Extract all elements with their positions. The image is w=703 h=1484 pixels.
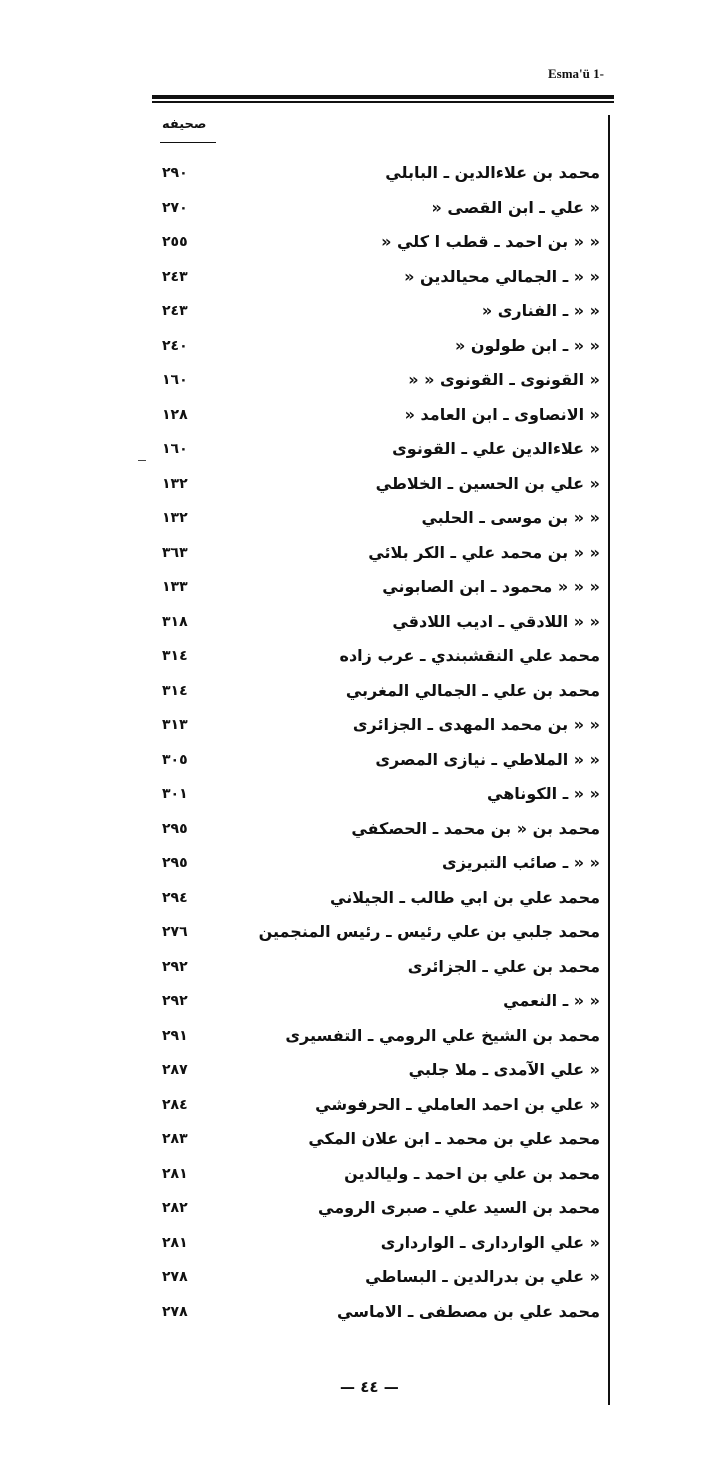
right-margin-rule bbox=[608, 115, 610, 1405]
entry-page: ١٦٠ bbox=[162, 441, 188, 457]
index-row bbox=[150, 1193, 600, 1228]
index-row bbox=[150, 607, 600, 642]
entry-name: محمد بن « بن محمد ـ الحصكفي bbox=[351, 818, 600, 838]
entry-name: « علي الآمدى ـ ملا جلبي bbox=[408, 1060, 600, 1079]
entry-name: « « بن محمد المهدى ـ الجزائرى bbox=[352, 715, 600, 734]
entry-name: « علي بن بدرالدين ـ البساطي bbox=[365, 1267, 600, 1286]
entry-name: « « الملاطي ـ نيازى المصرى bbox=[375, 749, 600, 769]
index-row bbox=[150, 572, 600, 607]
entry-page: ٢٧٠ bbox=[162, 199, 188, 216]
entry-name: « علي بن الحسين ـ الخلاطي bbox=[375, 473, 600, 493]
entry-page: ٣٠١ bbox=[162, 786, 188, 802]
index-row bbox=[150, 986, 600, 1021]
entry-page: ٢٨٧ bbox=[162, 1062, 188, 1078]
entry-page: ٣٦٣ bbox=[162, 544, 188, 561]
index-row bbox=[150, 1090, 600, 1125]
entry-name: « « ـ النعمي bbox=[503, 991, 600, 1010]
index-row bbox=[150, 331, 600, 366]
entry-name: « « ـ صائب التبريزى bbox=[442, 853, 600, 872]
entry-page: ٢٩٢ bbox=[162, 958, 188, 975]
entry-page: ٢٨٢ bbox=[162, 1200, 188, 1216]
index-row bbox=[150, 814, 600, 849]
index-row bbox=[150, 469, 600, 504]
entry-name: « « ـ الكوناهي bbox=[487, 784, 600, 803]
index-row bbox=[150, 1124, 600, 1159]
entry-name: « « اللادقي ـ اديب اللادقي bbox=[392, 611, 600, 631]
index-row bbox=[150, 400, 600, 435]
entry-name: « الانصاوى ـ ابن العامد « bbox=[404, 404, 600, 424]
entry-name: « « ـ الفنارى « bbox=[481, 301, 600, 320]
entry-page: ٢٨١ bbox=[162, 1165, 188, 1182]
index-row bbox=[150, 779, 600, 814]
index-row bbox=[150, 848, 600, 883]
entry-name: محمد علي بن محمد ـ ابن علان المكي bbox=[308, 1129, 600, 1148]
index-row bbox=[150, 952, 600, 987]
index-row bbox=[150, 365, 600, 400]
index-row bbox=[150, 227, 600, 262]
entry-page: ٢٩٤ bbox=[162, 889, 188, 906]
entry-name: « علي بن احمد العاملي ـ الحرفوشي bbox=[315, 1094, 600, 1114]
entry-page: ٢٥٥ bbox=[162, 234, 188, 250]
index-row bbox=[150, 503, 600, 538]
entry-page: ٢٨١ bbox=[162, 1234, 188, 1251]
entry-page: ٢٧٦ bbox=[162, 924, 188, 940]
entry-page: ١٢٨ bbox=[162, 406, 188, 423]
entry-page: ٢٩٥ bbox=[162, 855, 188, 871]
index-row bbox=[150, 434, 600, 469]
index-row bbox=[150, 883, 600, 918]
index-row bbox=[150, 158, 600, 193]
entry-page: ٢٤٣ bbox=[162, 303, 188, 319]
entry-page: ٢٤٠ bbox=[162, 337, 188, 354]
entry-name: « علاءالدين علي ـ القونوى bbox=[392, 439, 600, 458]
entry-page: ٢٨٣ bbox=[162, 1131, 188, 1147]
entry-page: ١٣٢ bbox=[162, 510, 188, 526]
entry-name: « « « محمود ـ ابن الصابوني bbox=[382, 577, 600, 596]
footer-page-number: — ٤٤ — bbox=[340, 1378, 399, 1396]
entry-name: محمد بن الشيخ علي الرومي ـ التفسيرى bbox=[285, 1025, 600, 1045]
entry-page: ٢٧٨ bbox=[162, 1303, 188, 1320]
entry-page: ٢٩١ bbox=[162, 1027, 188, 1044]
index-row bbox=[150, 193, 600, 228]
entry-name: محمد علي النقشبندي ـ عرب زاده bbox=[339, 646, 600, 665]
entry-name: « « بن محمد علي ـ الكر بلائي bbox=[368, 542, 600, 562]
index-row bbox=[150, 262, 600, 297]
entry-page: ٢٤٣ bbox=[162, 268, 188, 285]
entry-page: ٣٠٥ bbox=[162, 751, 188, 768]
index-row bbox=[150, 1228, 600, 1263]
entry-name: محمد بن علاءالدين ـ البابلي bbox=[385, 163, 600, 182]
index-row bbox=[150, 296, 600, 331]
entry-page: ٣١٨ bbox=[162, 613, 188, 630]
index-row bbox=[150, 1159, 600, 1194]
entry-name: محمد بن السيد علي ـ صبرى الرومي bbox=[318, 1198, 600, 1217]
entry-name: محمد جلبي بن علي رئيس ـ رئيس المنجمين bbox=[258, 922, 600, 941]
index-row bbox=[150, 676, 600, 711]
entry-page: ٢٨٤ bbox=[162, 1096, 188, 1113]
index-row bbox=[150, 745, 600, 780]
entry-name: « « بن احمد ـ قطب ا كلي « bbox=[381, 232, 600, 251]
entry-page: ٣١٣ bbox=[162, 717, 188, 733]
entry-name: محمد بن علي ـ الجمالي المغربي bbox=[345, 680, 600, 700]
entry-name: « « بن موسى ـ الحلبي bbox=[421, 508, 600, 527]
column-header-underline bbox=[160, 142, 216, 143]
index-row bbox=[150, 917, 600, 952]
entry-name: « « ـ ابن طولون « bbox=[454, 335, 600, 355]
entry-name: « علي ـ ابن القصى « bbox=[431, 197, 600, 217]
entry-name: « القونوى ـ القونوى « « bbox=[408, 370, 600, 389]
entry-page: ١٣٣ bbox=[162, 579, 188, 595]
entry-page: ٣١٤ bbox=[162, 648, 188, 664]
entry-page: ١٦٠ bbox=[162, 372, 188, 388]
entry-name: « علي الواردارى ـ الواردارى bbox=[380, 1232, 600, 1252]
entry-page: ٣١٤ bbox=[162, 682, 188, 699]
entry-name: « « ـ الجمالي محيالدين « bbox=[404, 266, 600, 286]
header-code: Esma'ü 1- bbox=[548, 66, 604, 81]
index-row bbox=[150, 1262, 600, 1297]
entry-name: محمد بن علي بن احمد ـ وليالدين bbox=[344, 1163, 600, 1183]
entry-page: ١٣٢ bbox=[162, 475, 188, 492]
entry-name: محمد علي بن مصطفى ـ الاماسي bbox=[337, 1301, 600, 1321]
entry-page: ٢٩٥ bbox=[162, 820, 188, 837]
index-list bbox=[150, 158, 600, 1331]
top-rule-thin bbox=[152, 101, 614, 103]
entry-page: ٢٧٨ bbox=[162, 1269, 188, 1285]
entry-name: محمد علي بن ابي طالب ـ الجيلاني bbox=[330, 887, 600, 907]
index-row bbox=[150, 1297, 600, 1332]
index-row bbox=[150, 538, 600, 573]
margin-mark bbox=[138, 460, 146, 461]
index-row bbox=[150, 1021, 600, 1056]
index-row bbox=[150, 710, 600, 745]
index-row bbox=[150, 641, 600, 676]
top-rule bbox=[152, 95, 614, 99]
entry-page: ٢٩٢ bbox=[162, 993, 188, 1009]
entry-name: محمد بن علي ـ الجزائرى bbox=[407, 956, 600, 976]
page-column-header: صحيفه bbox=[162, 117, 207, 132]
entry-page: ٢٩٠ bbox=[162, 165, 188, 181]
index-row bbox=[150, 1055, 600, 1090]
